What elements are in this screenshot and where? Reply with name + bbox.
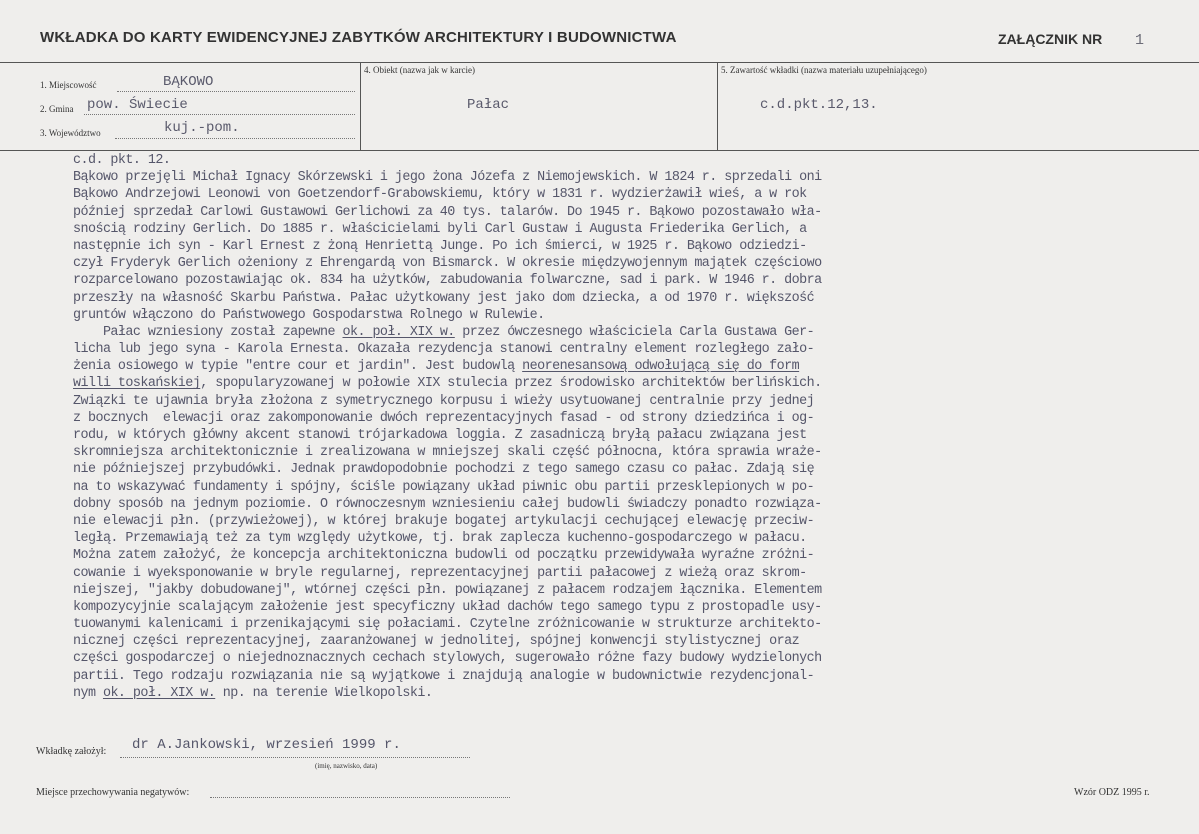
body-line: skromniejsza architektonicznie i zrealizowana w mniejszej skali część północna, która sprawia wraże- [73, 445, 822, 461]
typed-body-text [73, 152, 1093, 702]
underlined-phrase: neorenesansową odwołującą się do form [522, 359, 800, 375]
fields-bottom-rule [0, 150, 1199, 151]
body-line: snością rodziny Gerlich. Do 1885 r. właścicielami byli Carl Gustaw i Augusta Friederika Gerlich, a [73, 221, 807, 237]
underlined-phrase: ok. poł. XIX w. [102, 685, 216, 701]
body-line: kompozycyjnie scalającym założenie jest specyficzny układ dachów tego samego typu z prostopadle usy- [73, 599, 822, 615]
content-value: c.d.pkt.12,13. [760, 97, 878, 113]
body-line: partii. Tego rodzaju rozwiązania nie są wyjątkowe i znajdują analogie w budownictwie rezydencjonal- [73, 668, 815, 684]
storage-label: Miejsce przechowywania negatywów: [36, 787, 190, 798]
voivodeship-line [115, 138, 355, 139]
annex-number: 1 [1135, 32, 1145, 49]
form-code: Wzór ODZ 1995 r. [1074, 787, 1150, 798]
body-line: na to wskazywać fundamenty i spójny, ściśle powiązany układ piwnic obu partii przesklepionych w po- [73, 479, 815, 495]
author-value: dr A.Jankowski, wrzesień 1999 r. [132, 737, 401, 753]
body-line: później sprzedał Carlowi Gustawowi Gerlichowi za 40 tys. talarów. Do 1945 r. Bąkowo pozostawało wła- [73, 204, 822, 220]
underlined-phrase: willi toskańskiej [73, 376, 201, 392]
body-line: nicznej części reprezentacyjnej, zaaranżowanej w jednolitej, spójnej konwencji stylistycznej oraz [73, 634, 800, 650]
commune-line [84, 114, 355, 115]
author-label: Wkładkę założył: [36, 746, 107, 757]
locality-value: BĄKOWO [163, 74, 214, 90]
annex-label: ZAŁĄCZNIK NR [998, 31, 1103, 47]
storage-line [210, 797, 510, 798]
body-line: ległą. Przemawiają też za tym względy użytkowe, tj. brak zaplecza kuchenno-gospodarczego w pałacu. [73, 531, 807, 547]
body-line: części gospodarczej o niejednoznacznych cechach stylowych, sugerowało różne fazy budowy wydzielonych [73, 651, 822, 667]
body-line: nie elewacji płn. (przywieżowej), w której brakuje bogatej artykulacji cechującej elewację przeciw- [73, 513, 815, 529]
body-line: cowanie i wyeksponowanie w bryle regularnej, reprezentacyjnej partii pałacowej z wieżą oraz skrom- [73, 565, 807, 581]
body-line: Związki te ujawnia bryła złożona z symetrycznego korpusu i wieży usytuowanej centralnie przy jednej [73, 393, 815, 409]
voivodeship-label: 3. Województwo [40, 128, 101, 138]
author-hint: (imię, nazwisko, data) [315, 762, 378, 770]
body-line: dobny sposób na jednym poziomie. O równoczesnym wzniesieniu całej budowli świadczy ponadto rozwiąza- [73, 496, 822, 512]
object-label: 4. Obiekt (nazwa jak w karcie) [364, 65, 475, 75]
body-line: Bąkowo przejęli Michał Ignacy Skórzewski i jego żona Józefa z Niemojewskich. W 1824 r. sprzedali oni [73, 170, 822, 186]
body-line: gruntów włączono do Państwowego Gospodarstwa Rolnego w Rulewie. [73, 307, 545, 323]
voivodeship-value: kuj.-pom. [164, 120, 240, 136]
body-line: rodu, w których główny akcent stanowi trójarkadowa loggia. Z zasadniczą bryłą pałacu związana jest [73, 428, 807, 443]
body-line: willi toskańskiej, spopularyzowanej w połowie XIX stulecia przez środowisko architektów berlińskich. [73, 376, 822, 392]
body-line: Bąkowo Andrzejowi Leonowi von Goetzendorf-Grabowskiemu, który w 1831 r. wydzierżawił wieś, a w rok [73, 187, 807, 203]
body-line: rozparcelowano pozostawiając ok. 834 ha użytków, zabudowania folwarczne, sad i park. W 1946 r. dobra [73, 273, 822, 289]
column-divider-2 [717, 62, 718, 150]
commune-label: 2. Gmina [40, 104, 74, 114]
body-line: tuowanymi kalenicami i przenikającymi się połaciami. Czytelne zróżnicowanie w strukturze architekto- [73, 617, 822, 633]
object-value: Pałac [467, 97, 510, 113]
body-line: następnie ich syn - Karl Ernest z żoną Henriettą Junge. Po ich śmierci, w 1925 r. Bąkowo odziedzi- [73, 238, 807, 254]
header-bottom-rule [0, 62, 1199, 63]
form-title: WKŁADKA DO KARTY EWIDENCYJNEJ ZABYTKÓW ARCHITEKTURY I BUDOWNICTWA [40, 29, 677, 46]
column-divider-1 [360, 62, 361, 150]
body-line: c.d. pkt. 12. [73, 153, 171, 168]
locality-label: 1. Miejscowość [40, 80, 97, 90]
body-line: żenia osiowego w typie "entre cour et jardin". Jest budowlą neorenesansową odwołującą się do form [73, 359, 800, 375]
commune-value: pow. Świecie [87, 97, 188, 113]
body-line: przeszły na własność Skarbu Państwa. Pałac użytkowany jest jako dom dziecka, a od 1970 r. większość [73, 290, 815, 306]
locality-line [117, 91, 355, 92]
body-line: Pałac wzniesiony został zapewne ok. poł. XIX w. przez ówczesnego właściciela Carla Gustawa Ger- [73, 324, 815, 340]
content-label: 5. Zawartość wkładki (nazwa materiału uzupełniającego) [721, 65, 927, 75]
body-line: niejszej, "jakby dobudowanej", wtórnej części płn. powiązanej z pałacem rodzajem łącznika. Elementem [73, 582, 822, 598]
author-line [120, 757, 470, 758]
underlined-phrase: ok. poł. XIX w. [342, 324, 455, 340]
body-line: z bocznych elewacji oraz zakomponowanie dwóch reprezentacyjnych fasad - od strony dziedzińca i og- [73, 410, 815, 426]
body-line: licha lub jego syna - Karola Ernesta. Okazała rezydencja stanowi centralny element rozległego zało- [73, 342, 815, 358]
body-line: czył Fryderyk Gerlich ożeniony z Ehrengardą von Bismarck. W okresie międzywojennym majątek częściowo [73, 256, 822, 272]
body-line: nie późniejszej przybudówki. Jednak prawdopodobnie pochodzi z tego samego czasu co pałac. Zdają się [73, 462, 815, 478]
body-line: Można zatem założyć, że koncepcja architektoniczna budowli od początku przewidywała wyraźne zróżni- [73, 548, 815, 564]
body-line: nym ok. poł. XIX w. np. na terenie Wielkopolski. [73, 685, 433, 701]
